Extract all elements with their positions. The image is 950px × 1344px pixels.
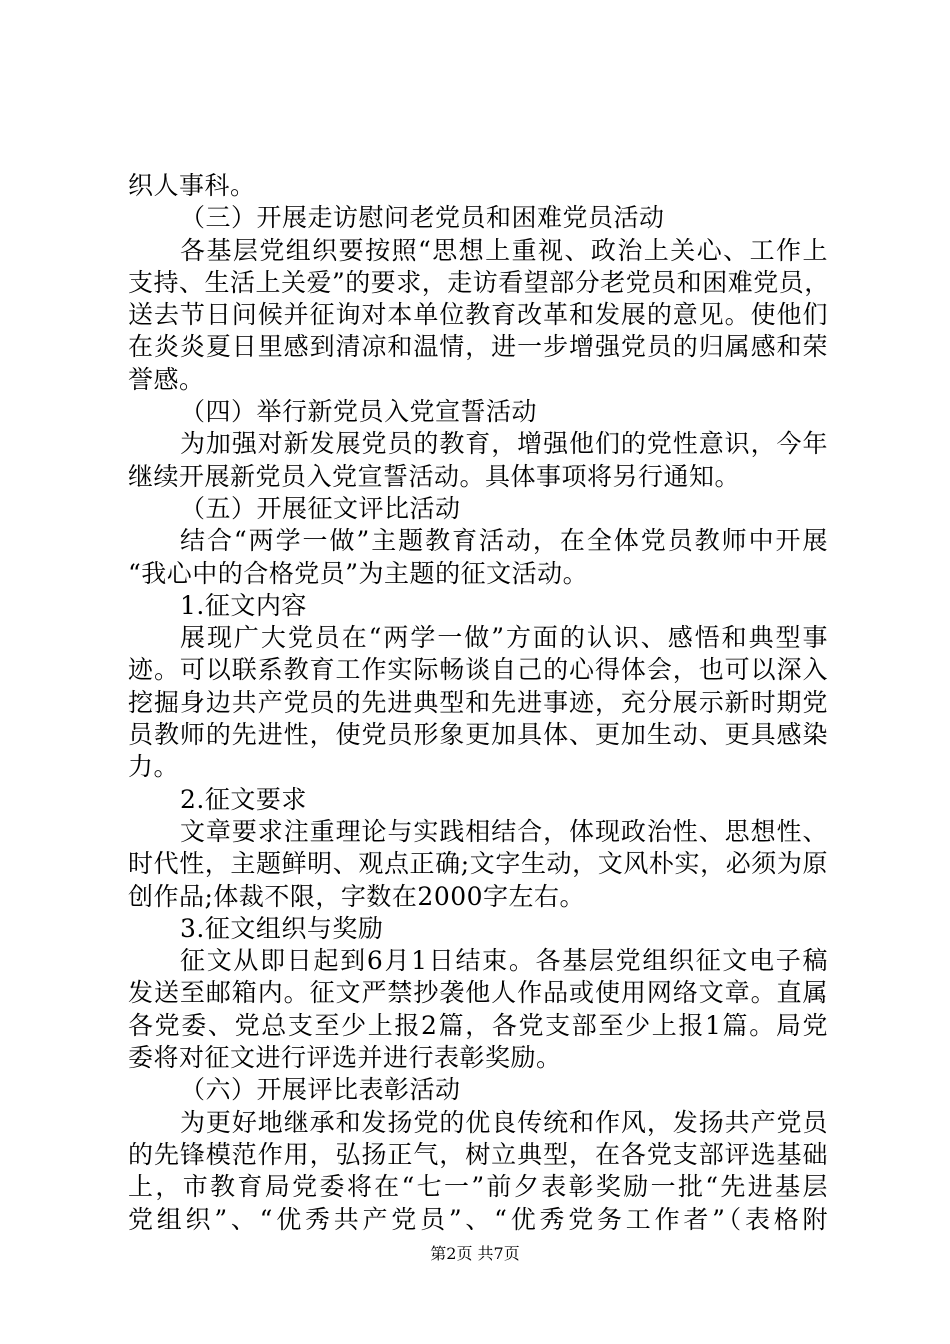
text-line: 送去节日问候并征询对本单位教育改革和发展的意见。使他们 xyxy=(128,300,828,330)
text-line: 誉感。 xyxy=(128,364,205,394)
text-line: 展现广大党员在“两学一做”方面的认识、感悟和典型事 xyxy=(180,623,828,653)
text-line: 文章要求注重理论与实践相结合，体现政治性、思想性、 xyxy=(180,816,828,846)
section-heading: （五）开展征文评比活动 xyxy=(180,493,461,523)
section-heading: （六）开展评比表彰活动 xyxy=(180,1075,461,1105)
text-line: 时代性，主题鲜明、观点正确;文字生动，文风朴实，必须为原 xyxy=(128,849,828,879)
text-line: 力。 xyxy=(128,752,180,782)
text-line: 结合“两学一做”主题教育活动，在全体党员教师中开展 xyxy=(180,526,828,556)
text-line: 员教师的先进性，使党员形象更加具体、更加生动、更具感染 xyxy=(128,720,828,750)
text-line: 上，市教育局党委将在“七一”前夕表彰奖励一批“先进基层 xyxy=(128,1172,828,1202)
text-line: 挖掘身边共产党员的先进典型和先进事迹，充分展示新时期党 xyxy=(128,687,828,717)
text-line: 的先锋模范作用，弘扬正气，树立典型，在各党支部评选基础 xyxy=(128,1139,828,1169)
text-line: “我心中的合格党员”为主题的征文活动。 xyxy=(128,558,589,588)
text-line: 创作品;体裁不限，字数在2000字左右。 xyxy=(128,881,586,911)
text-line: 支持、生活上关爱”的要求，走访看望部分老党员和困难党员， xyxy=(128,267,830,297)
text-line: 各基层党组织要按照“思想上重视、政治上关心、工作上 xyxy=(180,235,828,265)
section-heading: （四）举行新党员入党宣誓活动 xyxy=(180,397,538,427)
subsection-heading: 2.征文要求 xyxy=(180,784,307,814)
text-line: 迹。可以联系教育工作实际畅谈自己的心得体会，也可以深入 xyxy=(128,655,828,685)
page-number-footer: 第2页 共7页 xyxy=(430,1244,520,1263)
text-line: 发送至邮箱内。征文严禁抄袭他人作品或使用网络文章。直属 xyxy=(128,978,828,1008)
text-line: 为更好地继承和发扬党的优良传统和作风，发扬共产党员 xyxy=(180,1107,828,1137)
text-line: 织人事科。 xyxy=(128,171,256,200)
text-line: 为加强对新发展党员的教育，增强他们的党性意识，今年 xyxy=(180,429,828,459)
text-line: 委将对征文进行评选并进行表彰奖励。 xyxy=(128,1043,562,1073)
subsection-heading: 1.征文内容 xyxy=(180,590,307,620)
text-line: 各党委、党总支至少上报2篇，各党支部至少上报1篇。局党 xyxy=(128,1010,828,1040)
text-line: 党组织”、“优秀共产党员”、“优秀党务工作者”（表格附 xyxy=(128,1204,828,1234)
text-line: 继续开展新党员入党宣誓活动。具体事项将另行通知。 xyxy=(128,461,741,491)
subsection-heading: 3.征文组织与奖励 xyxy=(180,913,384,943)
document-body xyxy=(128,170,828,1236)
text-line: 在炎炎夏日里感到清凉和温情，进一步增强党员的归属感和荣 xyxy=(128,332,828,362)
text-line: 征文从即日起到6月1日结束。各基层党组织征文电子稿 xyxy=(180,946,828,976)
section-heading: （三）开展走访慰问老党员和困难党员活动 xyxy=(180,203,665,233)
